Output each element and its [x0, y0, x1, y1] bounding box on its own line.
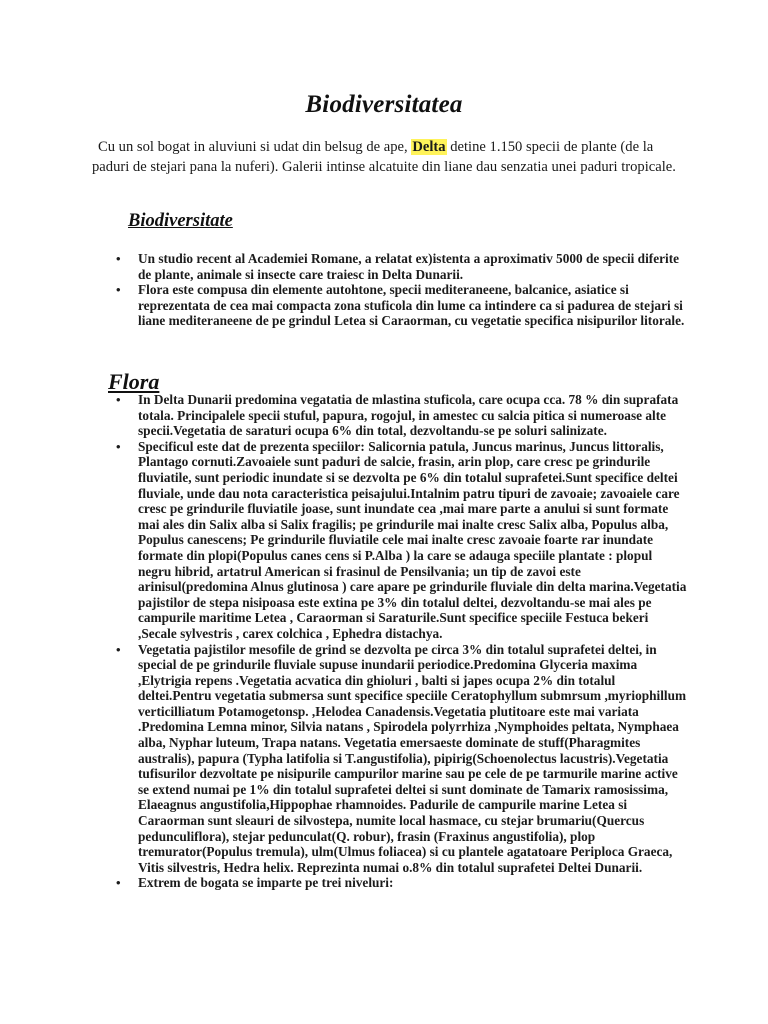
list-item: [114, 439, 688, 642]
list-item: [114, 392, 688, 439]
list-item: [114, 251, 688, 282]
list-item-text: In Delta Dunarii predomina vegatatia de mlastina stuficola, care ocupa cca. 78 % din suprafata totala. Principalele specii stuful, papura, rogojul, in amestec cu salcia pitica si numeroase alte specii.Vegetatia de saraturi ocupa 6% din total, dezvoltandu-se pe soluri salinizate.: [138, 392, 679, 439]
list-item-text: Flora este compusa din elemente autohtone, specii mediteraneene, balcanice, asiatice si reprezentata de cea mai compacta zona stuficola din lume ca intindere ca si padurea de stejari si liane mediteraneene de pe grindul Letea si Caraorman, cu vegetatie specifica nisipurilor litorale.: [138, 282, 685, 329]
intro-text-before: Cu un sol bogat in aluviuni si udat din belsug de ape,: [98, 139, 412, 155]
section-heading-flora: Flora: [108, 369, 160, 394]
list-item: [114, 875, 688, 891]
intro-text-after: detine 1.150 specii de plante (de la paduri de stejari pana la nuferi). Galerii intinse alcatuite din liane dau senzatia unei paduri tropicale.: [92, 139, 676, 175]
bullet-icon: •: [116, 392, 121, 407]
bullet-icon: •: [116, 438, 121, 454]
list-item-text: Specificul este dat de prezenta speciilor: Salicornia patula, Juncus marinus, Juncus littoralis, Plantago cornuti.Zavoaiele sunt paduri de salcie, frasin, arin plop, care cresc pe grindurile fluviatile, sunt periodic inundate si se dezvolta pe 6% din totalul suprafetei.Sunt specifice deltei fluviale, unde dau nota caracteristica peisajului.Intalnim patru tipuri de zavoaie; zavoaiele care cresc pe grindurile fluviatile joase, sunt inundate cea ,mai mare parte a anului si sunt formate mai ales din Salix alba si Salix fragilis; pe grindurile mai inalte cresc Salix alba, Populus alba, Populus canescens; Pe grindurile fluviatile cele mai inalte cresc zavoaie foarte rar inundate formate din plopi(Populus canes cens si P.Alba ) la care se adauga speciile plantate : plopul negru hibrid, artatrul American si frasinul de Pensilvania; un tip de zavoi este arinisul(predomina Alnus glutinosa ) care apare pe grindurile fluviale din delta marina.Vegetatia pajistilor de stepa nisipoasa este extina pe 3% din totalul deltei, dezvoltandu-se mai ales pe campurile maritime Letea , Caraorman si Saraturile.Sunt specifice speciile Festuca bekeri ,Secale sylvestris , carex colchica , Ephedra distachya.: [138, 438, 687, 641]
document-title: Biodiversitatea: [305, 91, 463, 118]
list-item: [114, 282, 688, 329]
list-item-text: Extrem de bogata se imparte pe trei niveluri:: [138, 875, 394, 891]
highlighted-word: Delta: [412, 139, 446, 155]
bullet-icon: •: [116, 875, 121, 891]
bullet-icon: •: [116, 641, 121, 657]
list-item: [114, 642, 688, 876]
section-heading-biodiversitate: Biodiversitate: [128, 211, 233, 231]
bullet-icon: •: [116, 251, 121, 266]
list-item-text: Vegetatia pajistilor mesofile de grind se dezvolta pe circa 3% din totalul suprafetei deltei, in special de pe grindurile fluviale supuse inundarii periodice.Predomina Glyceria maxima ,Elytrigia repens .Vegetatia acvatica din ghioluri , balti si japes ocupa 2% din totalul deltei.Pentru vegetatia submersa sunt specifice speciile Ceratophyllum submrsum ,myriophillum verticilliatum Potamogetonsp. ,Helodea Canadensis.Vegetatia plutitoare este mai variata .Predomina Lemna minor, Silvia natans , Spirodela polyrrhiza ,Nymphoides peltata, Nymphaea alba, Nyphar luteum, Trapa natans. Vegetatia emersaeste dominate de stuff(Pharagmites australis), papura (Typha latifolia si T.angustifolia), pipirig(Schoenolectus lacustris).Vegetatia tufisurilor dezvoltate pe nisipurile campurilor marine sau pe cele de pe tarmurile marine active se extend numai pe 1% din totalul suprafetei deltei si sunt dominate de Tamarix ramosissima, Elaeagnus angustifolia,Hippophae rhamnoides. Padurile de campurile marine Letea si Caraorman sunt sleauri de silvostepa, numite local hasmace, cu stejar brumariu(Quercus pedunculiflora), stejar pedunculat(Q. robur), frasin (Fraxinus angustifolia), plop tremurator(Populus tremula), ulm(Ulmus foliacea) si cu plantele agatatoare Periploca Graeca, Vitis silvestris, Hedra helix. Reprezinta numai o.8% din totalul suprafetei Deltei Dunarii.: [138, 641, 687, 875]
intro-paragraph: [92, 137, 692, 177]
biodiversitate-list: [114, 251, 688, 329]
list-item-text: Un studio recent al Academiei Romane, a relatat ex)istenta a aproximativ 5000 de specii diferite de plante, animale si insecte care traiesc in Delta Dunarii.: [138, 251, 680, 282]
flora-list: [114, 392, 688, 891]
bullet-icon: •: [116, 282, 121, 298]
